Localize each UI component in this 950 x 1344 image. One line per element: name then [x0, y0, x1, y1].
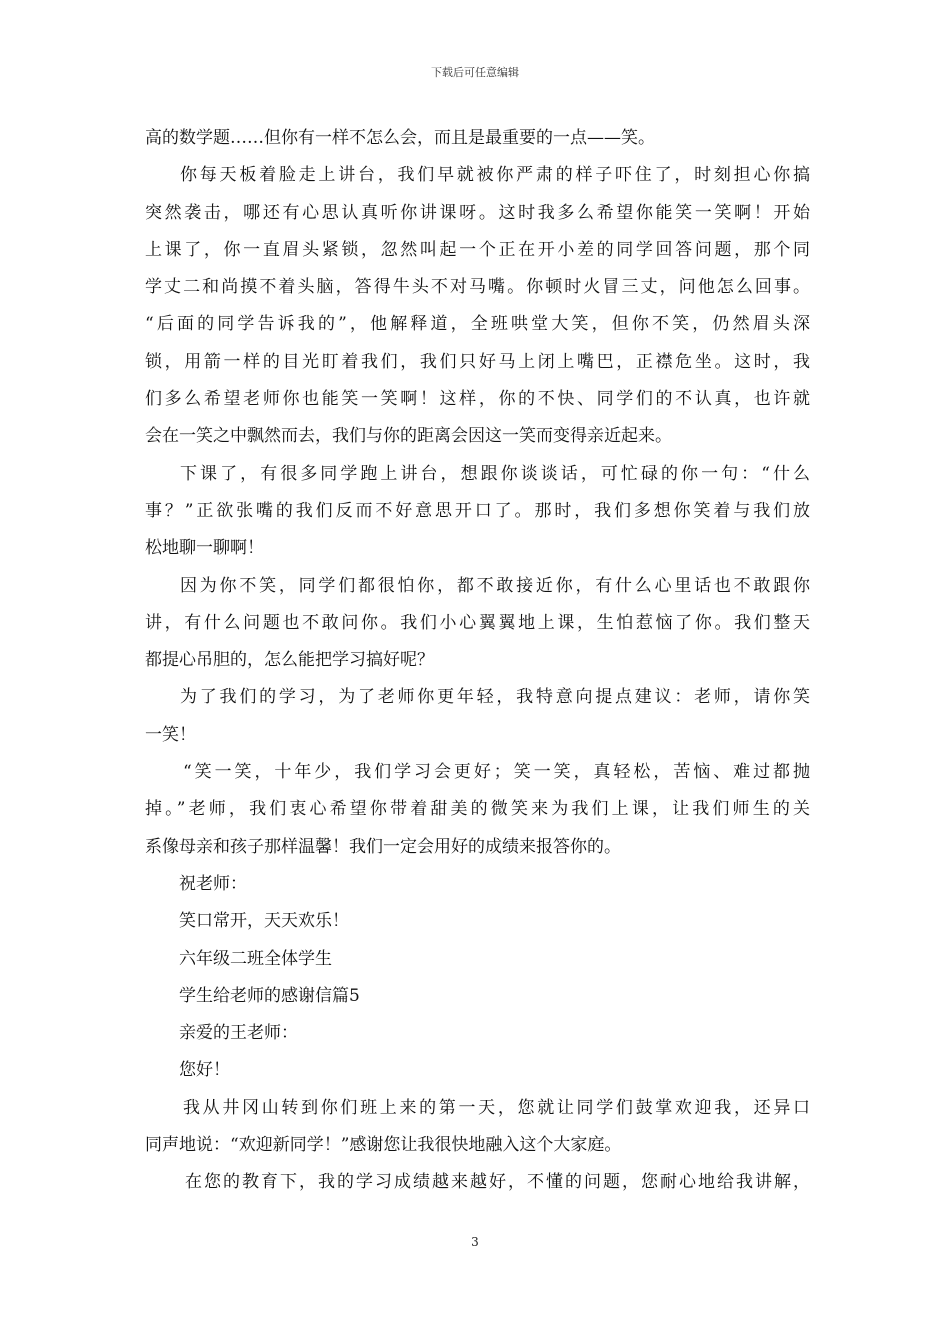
- text-line: 掉。”老师，我们衷心希望你带着甜美的微笑来为我们上课，让我们师生的关: [145, 799, 810, 820]
- text-line: 高的数学题……但你有一样不怎么会，而且是最重要的一点——笑。: [145, 128, 655, 148]
- text-line: 上课了，你一直眉头紧锁，忽然叫起一个正在开小差的同学回答问题，那个同: [145, 239, 810, 260]
- text-line: 会在一笑之中飘然而去，我们与你的距离会因这一笑而变得亲近起来。: [145, 426, 672, 447]
- text-line: 在您的教育下，我的学习成绩越来越好，不懂的问题，您耐心地给我讲解，: [185, 1172, 810, 1193]
- text-line: 同声地说：“欢迎新同学！”感谢您让我很快地融入这个大家庭。: [145, 1135, 622, 1156]
- text-line: 讲，有什么问题也不敢问你。我们小心翼翼地上课，生怕惹恼了你。我们整天: [145, 612, 810, 633]
- text-line: 们多么希望老师你也能笑一笑啊！这样，你的不快、同学们的不认真，也许就: [145, 389, 810, 410]
- text-line: 亲爱的王老师：: [179, 1023, 298, 1044]
- text-line: 祝老师：: [179, 873, 247, 894]
- text-line: 笑口常开，天天欢乐！: [179, 911, 349, 932]
- text-line: 为了我们的学习，为了老师你更年轻，我特意向提点建议：老师，请你笑: [180, 687, 810, 708]
- text-line: 因为你不笑，同学们都很怕你，都不敢接近你，有什么心里话也不敢跟你: [180, 575, 810, 596]
- page-header: 下载后可任意编辑: [431, 66, 519, 79]
- text-line: 学丈二和尚摸不着头脑，答得牛头不对马嘴。你顿时火冒三丈，问他怎么回事。: [145, 277, 810, 298]
- text-line: 突然袭击，哪还有心思认真听你讲课呀。这时我多么希望你能笑一笑啊！开始: [145, 202, 810, 223]
- text-line: 都提心吊胆的，怎么能把学习搞好呢？: [145, 650, 434, 671]
- text-line: 六年级二班全体学生: [179, 948, 332, 969]
- text-line: 您好！: [179, 1060, 230, 1081]
- text-line: 系像母亲和孩子那样温馨！我们一定会用好的成绩来报答你的。: [145, 836, 621, 857]
- page-number: 3: [471, 1235, 479, 1249]
- text-line: 学生给老师的感谢信篇5: [179, 985, 360, 1006]
- text-line: 你每天板着脸走上讲台，我们早就被你严肃的样子吓住了，时刻担心你搞: [180, 165, 810, 186]
- text-line: 事？”正欲张嘴的我们反而不好意思开口了。那时，我们多想你笑着与我们放: [145, 500, 810, 521]
- text-line: 一笑！: [145, 724, 196, 745]
- document-body: [145, 120, 810, 1202]
- text-line: 锁，用箭一样的目光盯着我们，我们只好马上闭上嘴巴，正襟危坐。这时，我: [145, 351, 810, 372]
- text-line: “后面的同学告诉我的”，他解释道，全班哄堂大笑，但你不笑，仍然眉头深: [145, 314, 810, 335]
- text-line: 松地聊一聊啊！: [145, 538, 264, 559]
- text-line: “笑一笑，十年少，我们学习会更好；笑一笑，真轻松，苦恼、难过都抛: [183, 762, 810, 783]
- text-line: 下课了，有很多同学跑上讲台，想跟你谈谈话，可忙碌的你一句：“什么: [180, 463, 810, 484]
- text-line: 我从井冈山转到你们班上来的第一天，您就让同学们鼓掌欢迎我，还异口: [183, 1097, 810, 1118]
